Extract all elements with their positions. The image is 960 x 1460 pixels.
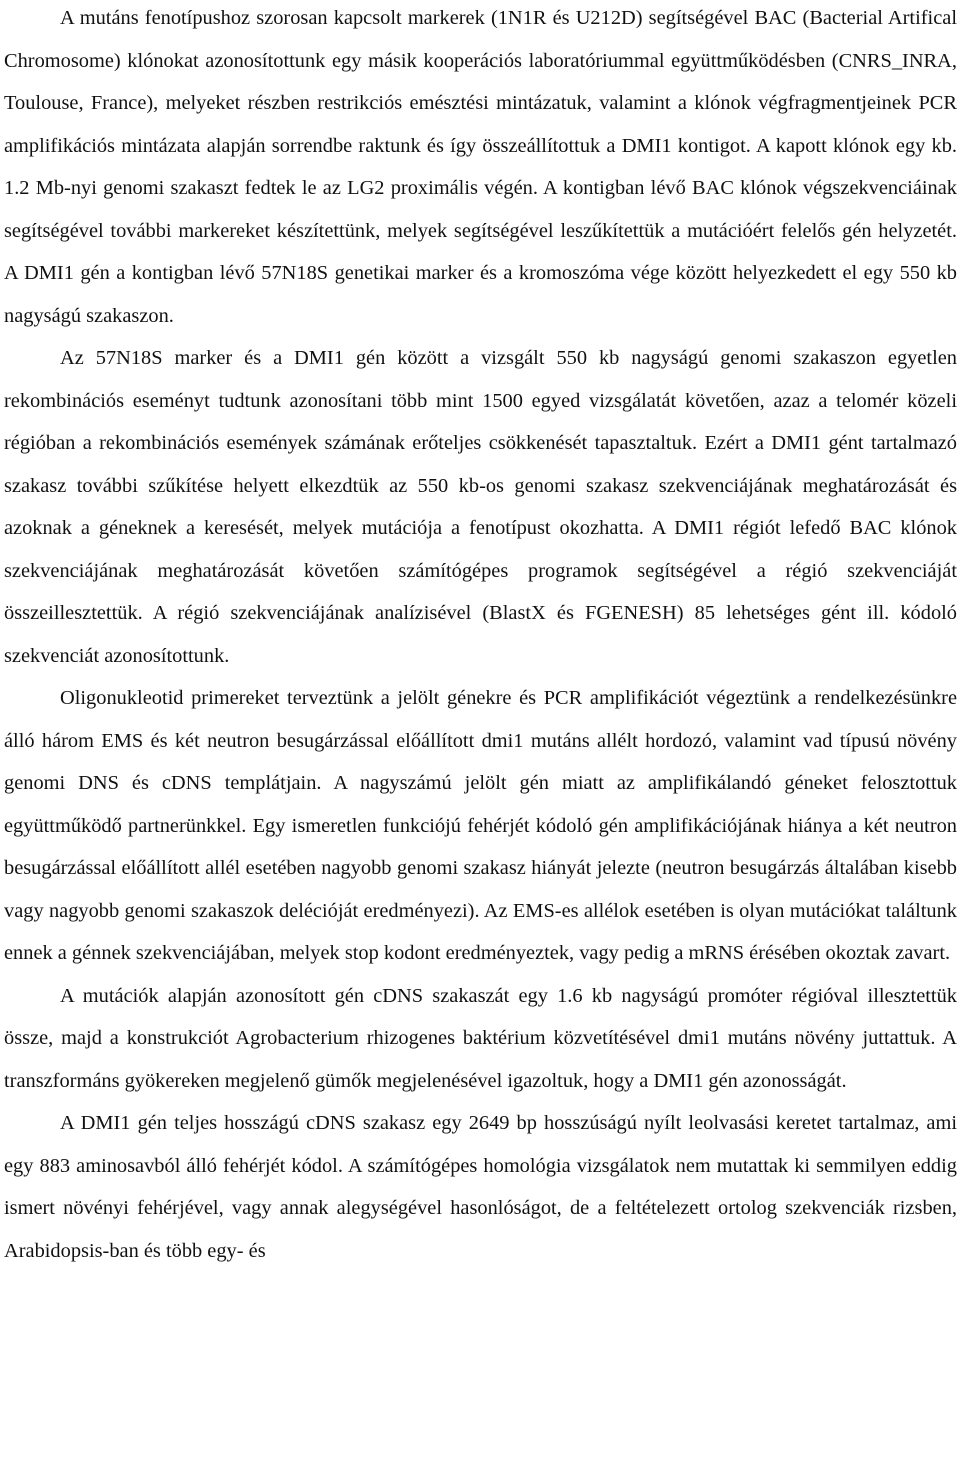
paragraph-5: A DMI1 gén teljes hosszágú cDNS szakasz egy 2649 bp hosszúságú nyílt leolvasási keretet tartalmaz, ami egy 883 aminosavból álló fehérjét kódol. A számítógépes homológia vizsgálatok nem mutattak ki semmilyen eddig ismert növényi fehérjével, vagy annak alegységével hasonlóságot, de a feltételezett ortolog szekvenciák rizsben, Arabidopsis-ban és több egy- és: [4, 1112, 957, 1262]
paragraph-4: A mutációk alapján azonosított gén cDNS szakaszát egy 1.6 kb nagyságú promóter régióval illesztettük össze, majd a konstrukciót Agrobacterium rhizogenes baktérium közvetítésével dmi1 mutáns növény juttattuk. A transzformáns gyökereken megjelenő gümők megjelenésével igazoltuk, hogy a DMI1 gén azonosságát.: [4, 984, 957, 1092]
paragraph-2: Az 57N18S marker és a DMI1 gén között a vizsgált 550 kb nagyságú genomi szakaszon egyetlen rekombinációs eseményt tudtunk azonosítani több mint 1500 egyed vizsgálatát követően, azaz a telomér közeli régióban a rekombinációs események számának erőteljes csökkenését tapasztaltuk. Ezért a DMI1 gént tartalmazó szakasz további szűkítése helyett elkezdtük az 550 kb-os genomi szakasz szekvenciájának meghatározását és azoknak a géneknek a keresését, melyek mutációja a fenotípust okozhatta. A DMI1 régiót lefedő BAC klónok szekvenciájának meghatározását követően számítógépes programok segítségével a régió szekvenciáját összeillesztettük. A régió szekvenciájának analízisével (BlastX és FGENESH) 85 lehetséges gént ill. kódoló szekvenciát azonosítottunk.: [4, 347, 957, 667]
document-page: [4, 0, 957, 1272]
paragraph-1: A mutáns fenotípushoz szorosan kapcsolt markerek (1N1R és U212D) segítségével BAC (Bacterial Artifical Chromosome) klónokat azonosítottunk egy másik kooperációs laboratóriummal együttműködésben (CNRS_INRA, Toulouse, France), melyeket részben restrikciós emésztési mintázatuk, valamint a klónok végfragmentjeinek PCR amplifikációs mintázata alapján sorrendbe raktunk és így összeállítottuk a DMI1 kontigot. A kapott klónok egy kb. 1.2 Mb-nyi genomi szakaszt fedtek le az LG2 proximális végén. A kontigban lévő BAC klónok végszekvenciáinak segítségével további markereket készítettünk, melyek segítségével leszűkítettük a mutációért felelős gén helyzetét. A DMI1 gén a kontigban lévő 57N18S genetikai marker és a kromoszóma vége között helyezkedett el egy 550 kb nagyságú szakaszon.: [4, 7, 957, 327]
paragraph-3: Oligonukleotid primereket terveztünk a jelölt génekre és PCR amplifikációt végeztünk a rendelkezésünkre álló három EMS és két neutron besugárzással előállított dmi1 mutáns allélt hordozó, valamint vad típusú növény genomi DNS és cDNS templátjain. A nagyszámú jelölt gén miatt az amplifikálandó géneket felosztottuk együttműködő partnerünkkel. Egy ismeretlen funkciójú fehérjét kódoló gén amplifikációjának hiánya a két neutron besugárzással előállított allél esetében nagyobb genomi szakasz hiányát jelezte (neutron besugárzás általában kisebb vagy nagyobb genomi szakaszok delécióját eredményezi). Az EMS-es allélok esetében is olyan mutációkat találtunk ennek a génnek szekvenciájában, melyek stop kodont eredményeztek, vagy pedig a mRNS érésében okoztak zavart.: [4, 687, 957, 964]
